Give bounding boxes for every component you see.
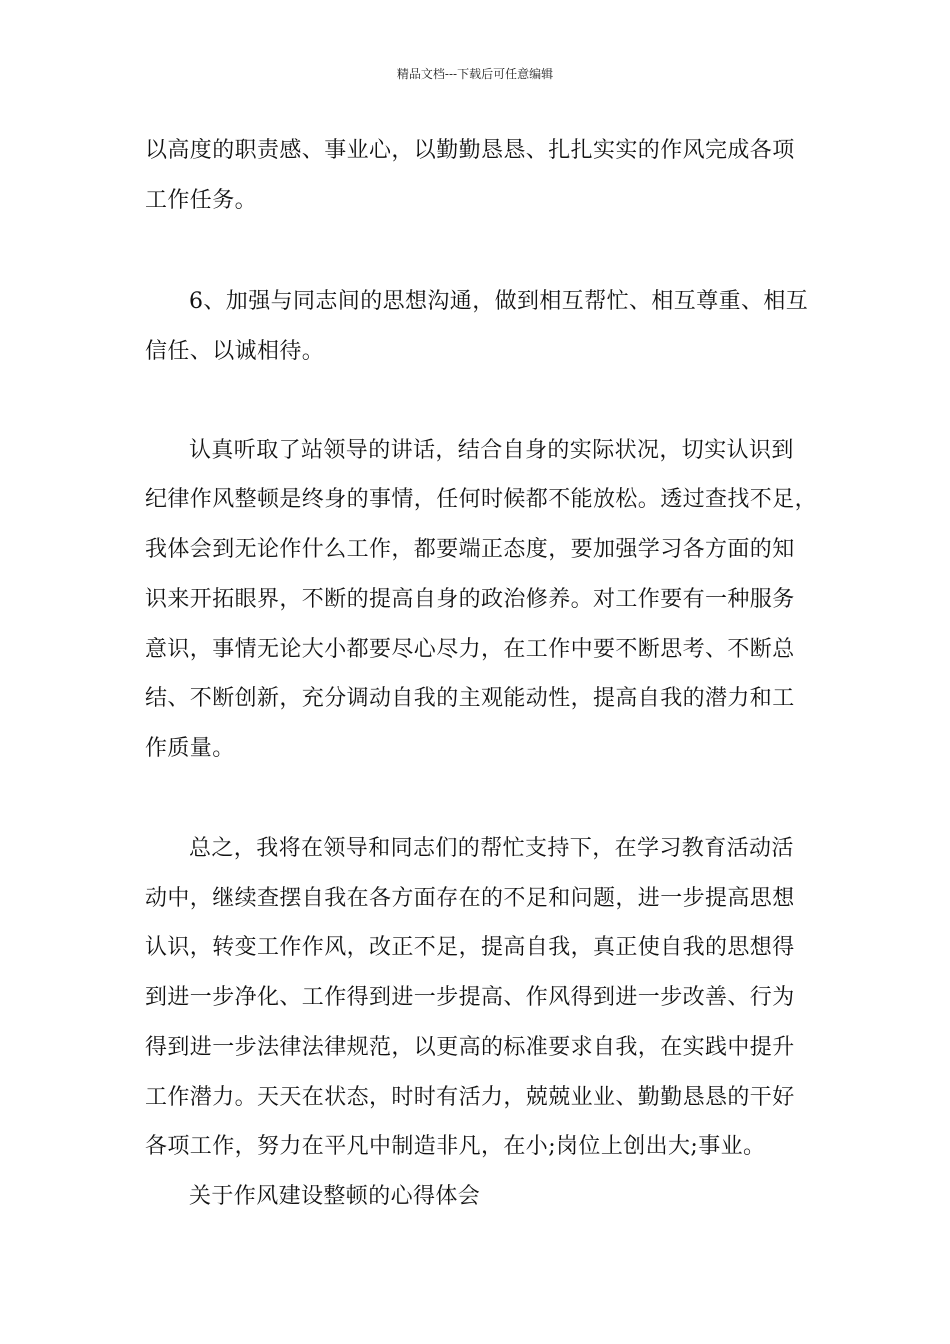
paragraph-1-line-2: 工作任务。 — [145, 188, 258, 213]
paragraph-2-line-1: 6、加强与同志间的思想沟通，做到相互帮忙、相互尊重、相互 — [189, 289, 809, 314]
paragraph-4-line-2: 动中，继续查摆自我在各方面存在的不足和问题，进一步提高思想 — [145, 886, 795, 911]
paragraph-4-line-3: 认识，转变工作作风，改正不足，提高自我，真正使自我的思想得 — [145, 935, 795, 960]
paragraph-1-line-1: 以高度的职责感、事业心，以勤勤恳恳、扎扎实实的作风完成各项 — [145, 138, 795, 163]
paragraph-3-line-6: 结、不断创新，充分调动自我的主观能动性，提高自我的潜力和工 — [145, 686, 795, 711]
paragraph-4-line-6: 工作潜力。天天在状态，时时有活力，兢兢业业、勤勤恳恳的干好 — [145, 1085, 795, 1110]
page-header: 精品文档---下载后可任意编辑 — [396, 67, 554, 81]
paragraph-4-line-1: 总之，我将在领导和同志们的帮忙支持下，在学习教育活动活 — [189, 836, 794, 861]
paragraph-3-line-7: 作质量。 — [145, 736, 235, 761]
paragraph-2-line-2: 信任、以诚相待。 — [145, 339, 325, 364]
paragraph-4-line-4: 到进一步净化、工作得到进一步提高、作风得到进一步改善、行为 — [145, 985, 795, 1010]
paragraph-3-line-1: 认真听取了站领导的讲话，结合自身的实际状况，切实认识到 — [189, 438, 794, 463]
section-title: 关于作风建设整顿的心得体会 — [189, 1184, 481, 1209]
paragraph-3-line-2: 纪律作风整顿是终身的事情，任何时候都不能放松。透过查找不足， — [145, 487, 818, 512]
paragraph-4-line-7: 各项工作，努力在平凡中制造非凡，在小;岗位上创出大;事业。 — [145, 1134, 766, 1159]
paragraph-3-line-4: 识来开拓眼界，不断的提高自身的政治修养。对工作要有一种服务 — [145, 587, 795, 612]
paragraph-3-line-3: 我体会到无论作什么工作，都要端正态度，要加强学习各方面的知 — [145, 537, 795, 562]
paragraph-4-line-5: 得到进一步法律法律规范，以更高的标准要求自我，在实践中提升 — [145, 1035, 795, 1060]
paragraph-3-line-5: 意识，事情无论大小都要尽心尽力，在工作中要不断思考、不断总 — [145, 637, 795, 662]
